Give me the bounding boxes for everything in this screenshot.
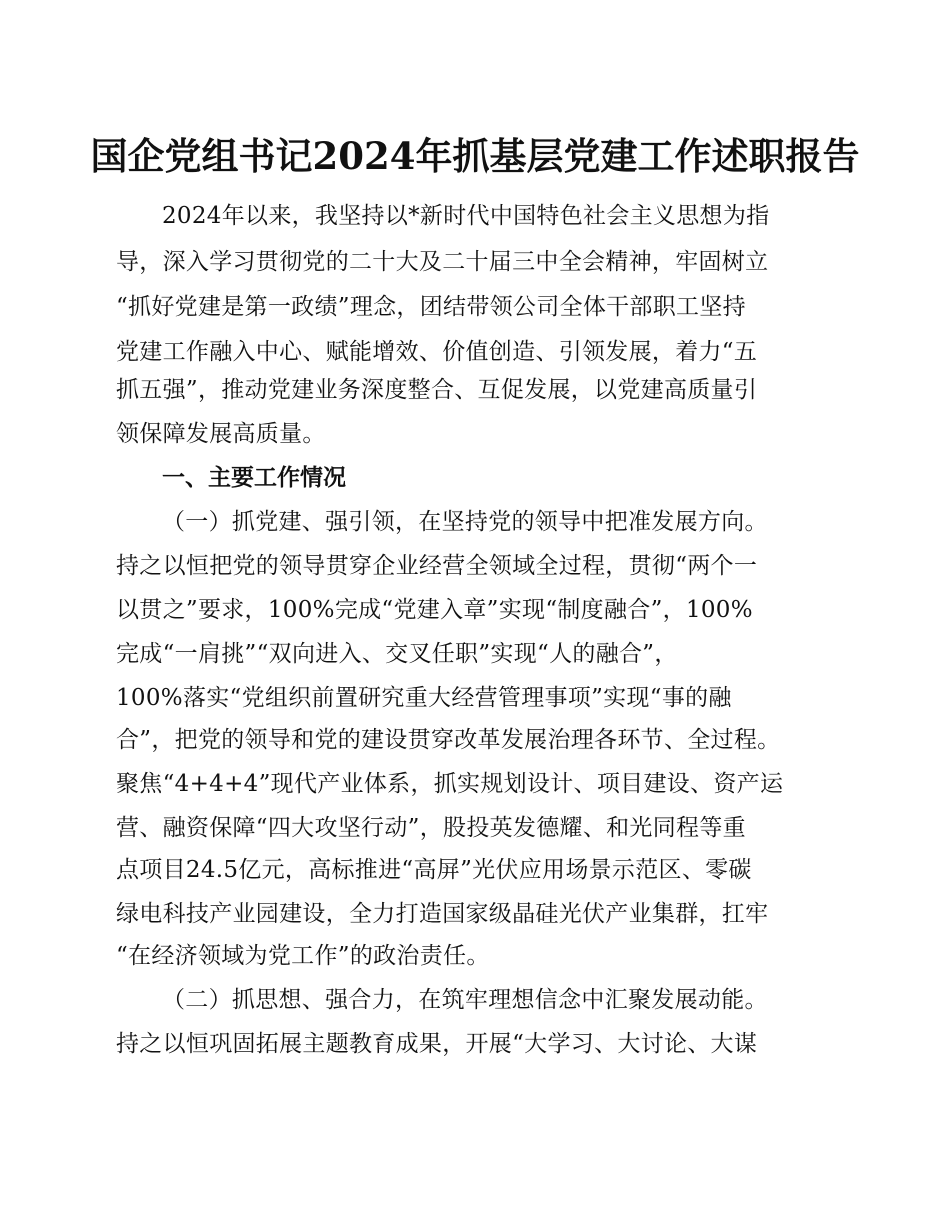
- paragraph-line: 领保障发展高质量。: [116, 421, 326, 447]
- paragraph-line: 2024年以来，我坚持以*新时代中国特色社会主义思想为指: [162, 203, 770, 229]
- paragraph-line: 完成“一肩挑”“双向进入、交叉任职”实现“人的融合”，: [116, 641, 678, 667]
- paragraph-line: 抓五强”，推动党建业务深度整合、互促发展，以党建高质量引: [116, 377, 758, 403]
- paragraph-line: 持之以恒巩固拓展主题教育成果，开展“大学习、大讨论、大谋: [116, 1031, 758, 1057]
- paragraph-line: “抓好党建是第一政绩”理念，团结带领公司全体干部职工坚持: [116, 294, 746, 320]
- subsection-heading: （一）抓党建、强引领，在坚持党的领导中把准发展方向。: [162, 509, 768, 535]
- paragraph-line: 导，深入学习贯彻党的二十大及二十届三中全会精神，牢固树立: [116, 249, 769, 275]
- paragraph-line: 聚焦“4+4+4”现代产业体系，抓实规划设计、项目建设、资产运: [116, 771, 784, 797]
- paragraph-line: “在经济领域为党工作”的政治责任。: [116, 943, 490, 969]
- paragraph-line: 以贯之”要求，100%完成“党建入章”实现“制度融合”，100%: [116, 597, 753, 623]
- paragraph-line: 党建工作融入中心、赋能增效、价值创造、引领发展，着力“五: [116, 339, 758, 365]
- document-title: 国企党组书记2024年抓基层党建工作述职报告: [90, 134, 860, 178]
- paragraph-line: 合”，把党的领导和党的建设贯穿改革发展治理各环节、全过程。: [116, 727, 781, 753]
- subsection-heading: （二）抓思想、强合力，在筑牢理想信念中汇聚发展动能。: [162, 987, 768, 1013]
- paragraph-line: 绿电科技产业园建设，全力打造国家级晶硅光伏产业集群，扛牢: [116, 901, 769, 927]
- section-heading: 一、主要工作情况: [162, 465, 346, 491]
- paragraph-line: 点项目24.5亿元，高标推进“高屏”光伏应用场景示范区、零碳: [116, 857, 752, 883]
- paragraph-line: 营、融资保障“四大攻坚行动”，股投英发德耀、和光同程等重: [116, 815, 746, 841]
- paragraph-line: 持之以恒把党的领导贯穿企业经营全领域全过程，贯彻“两个一: [116, 553, 758, 579]
- paragraph-line: 100%落实“党组织前置研究重大经营管理事项”实现“事的融: [116, 685, 732, 711]
